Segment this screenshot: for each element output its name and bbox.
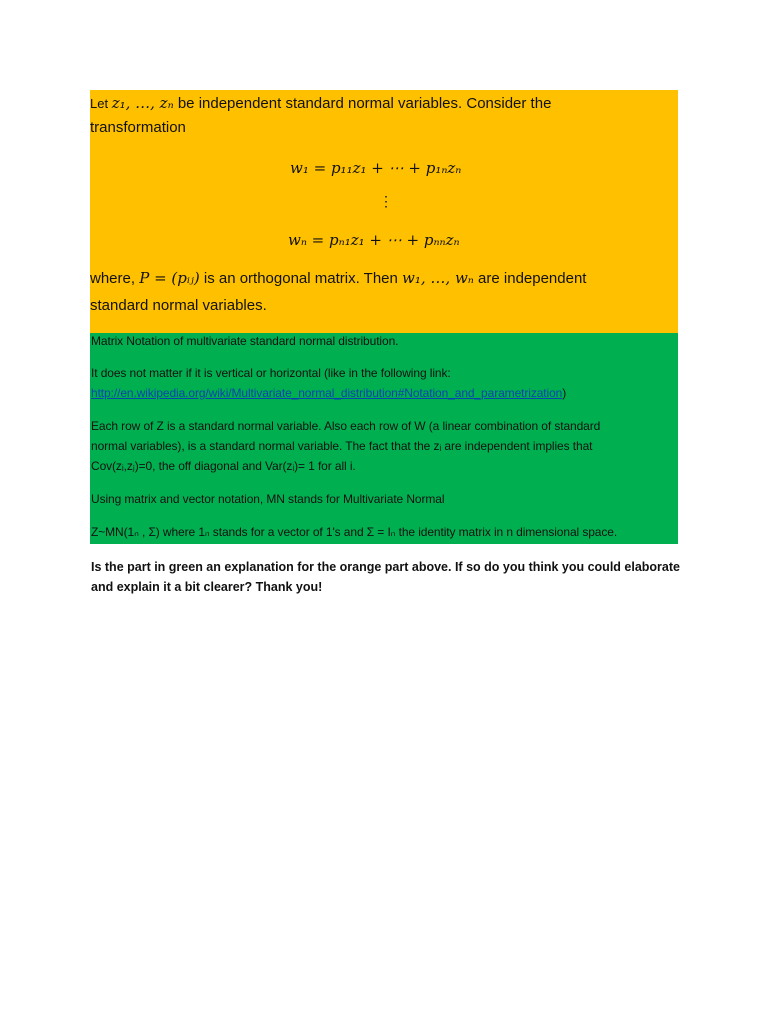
distribution-line: Z~MN(1ₙ , Σ) where 1ₙ stands for a vector of 1's and Σ = Iₙ the identity matrix in n dimensional space. <box>91 525 618 539</box>
para-line-2: normal variables), is a standard normal variable. The fact that the zᵢ are independent implies that <box>91 439 593 453</box>
intro-prefix: Let <box>90 96 112 111</box>
para-line-3: Cov(zᵢ,zⱼ)=0, the off diagonal and Var(zᵢ)= 1 for all i. <box>91 459 356 473</box>
equation-wn: wₙ = pₙ₁z₁ + ⋯ + pₙₙzₙ <box>288 231 460 249</box>
para-line-1: Each row of Z is a standard normal variable. Also each row of W (a linear combination of standard <box>91 419 601 433</box>
link-line <box>91 385 566 401</box>
mn-line: Using matrix and vector notation, MN stands for Multivariate Normal <box>91 492 445 506</box>
vertical-dots: ⋮ <box>379 193 393 209</box>
where-matrix: P = (pᵢⱼ) <box>139 269 200 287</box>
where-vars: w₁, …, wₙ <box>402 269 474 287</box>
intro-line <box>90 93 551 114</box>
question-line-1: Is the part in green an explanation for the orange part above. If so do you think you could elaborate <box>91 560 680 574</box>
orange-theorem-box <box>90 90 678 333</box>
intro-line-2: transformation <box>90 119 186 136</box>
where-mid: is an orthogonal matrix. Then <box>199 270 403 287</box>
intro-vars: z₁, …, zₙ <box>111 94 174 112</box>
where-suffix: are independent <box>473 270 587 287</box>
question-line-2: and explain it a bit clearer? Thank you! <box>91 580 323 594</box>
green-title: Matrix Notation of multivariate standard normal distribution. <box>91 334 399 348</box>
equation-w1: w₁ = p₁₁z₁ + ⋯ + p₁ₙzₙ <box>290 159 462 177</box>
where-prefix: where, <box>90 270 140 287</box>
wikipedia-link[interactable]: http://en.wikipedia.org/wiki/Multivariate_normal_distribution#Notation_and_parametrization <box>91 386 563 400</box>
intro-suffix: be independent standard normal variables. Consider the <box>173 95 552 112</box>
green-explanation-box <box>90 333 678 544</box>
link-close: ) <box>562 386 567 400</box>
question-text <box>91 557 691 597</box>
where-line-2: standard normal variables. <box>90 297 267 314</box>
vertical-note: It does not matter if it is vertical or horizontal (like in the following link: <box>91 366 451 380</box>
where-line <box>90 268 586 289</box>
